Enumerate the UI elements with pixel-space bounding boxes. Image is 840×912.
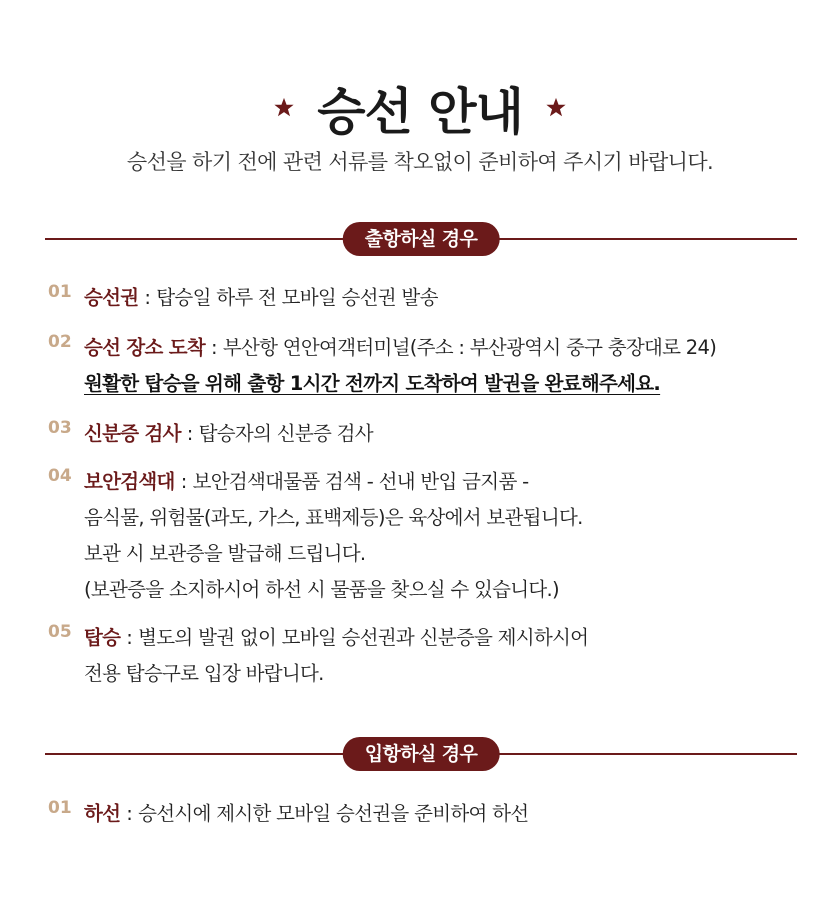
item-text-line: 전용 탑승구로 입장 바랍니다. <box>84 662 324 685</box>
item-number: 04 <box>48 466 72 486</box>
item-label: 승선 장소 도착 <box>84 336 205 359</box>
item-label: 신분증 검사 <box>84 422 181 445</box>
list-item: 04 보안검색대 : 보안검색대물품 검색 - 선내 반입 금지품 - 음식물, 위험물(과도, 가스, 표백제등)은 육상에서 보관됩니다. 보관 시 보관증을 발급해 드립니다. (보관증을 소지하시어 하선 시 물품을 찾으실 수 있습니다.) <box>48 464 808 608</box>
item-number: 01 <box>48 282 72 302</box>
list-item: 01 승선권 : 탑승일 하루 전 모바일 승선권 발송 <box>48 282 438 309</box>
star-icon <box>273 97 295 119</box>
item-text-line: 음식물, 위험물(과도, 가스, 표백제등)은 육상에서 보관됩니다. <box>84 506 583 529</box>
list-item: 03 신분증 검사 : 탑승자의 신분증 검사 <box>48 418 373 445</box>
section-title: 입항하실 경우 <box>343 737 500 771</box>
section-divider-arrival <box>45 737 797 771</box>
item-note: 원활한 탑승을 위해 출항 1시간 전까지 도착하여 발권을 완료해주세요. <box>84 372 661 395</box>
item-label: 보안검색대 <box>84 470 175 493</box>
item-text-line: 보관 시 보관증을 발급해 드립니다. <box>84 542 366 565</box>
section-title: 출항하실 경우 <box>343 222 500 256</box>
item-number: 03 <box>48 418 72 438</box>
item-text: 보안검색대물품 검색 - 선내 반입 금지품 - <box>192 470 529 493</box>
star-icon <box>545 97 567 119</box>
item-text: 탑승일 하루 전 모바일 승선권 발송 <box>156 286 438 309</box>
list-item: 05 탑승 : 별도의 발권 없이 모바일 승선권과 신분증을 제시하시어 전용 탑승구로 입장 바랍니다. <box>48 620 808 692</box>
list-item: 01 하선 : 승선시에 제시한 모바일 승선권을 준비하여 하선 <box>48 798 529 825</box>
item-number: 01 <box>48 798 72 818</box>
item-text-line: (보관증을 소지하시어 하선 시 물품을 찾으실 수 있습니다.) <box>84 578 559 601</box>
item-text: 승선시에 제시한 모바일 승선권을 준비하여 하선 <box>138 802 529 825</box>
page-header <box>0 72 840 144</box>
item-label: 하선 <box>84 802 121 825</box>
item-text: 부산항 연안여객터미널(주소 : 부산광역시 중구 충장대로 24) <box>222 336 717 359</box>
item-number: 02 <box>48 332 72 352</box>
item-label: 탑승 <box>84 626 121 649</box>
list-item: 02 승선 장소 도착 : 부산항 연안여객터미널(주소 : 부산광역시 중구 충장대로 24) 원활한 탑승을 위해 출항 1시간 전까지 도착하여 발권을 완료해주세요. <box>48 330 808 402</box>
section-divider-departure <box>45 222 797 256</box>
item-text: 탑승자의 신분증 검사 <box>198 422 373 445</box>
page-subtitle: 승선을 하기 전에 관련 서류를 착오없이 준비하여 주시기 바랍니다. <box>126 150 714 174</box>
page-title: 승선 안내 <box>317 83 523 141</box>
item-label: 승선권 <box>84 286 139 309</box>
item-number: 05 <box>48 622 72 642</box>
item-text: 별도의 발권 없이 모바일 승선권과 신분증을 제시하시어 <box>138 626 589 649</box>
